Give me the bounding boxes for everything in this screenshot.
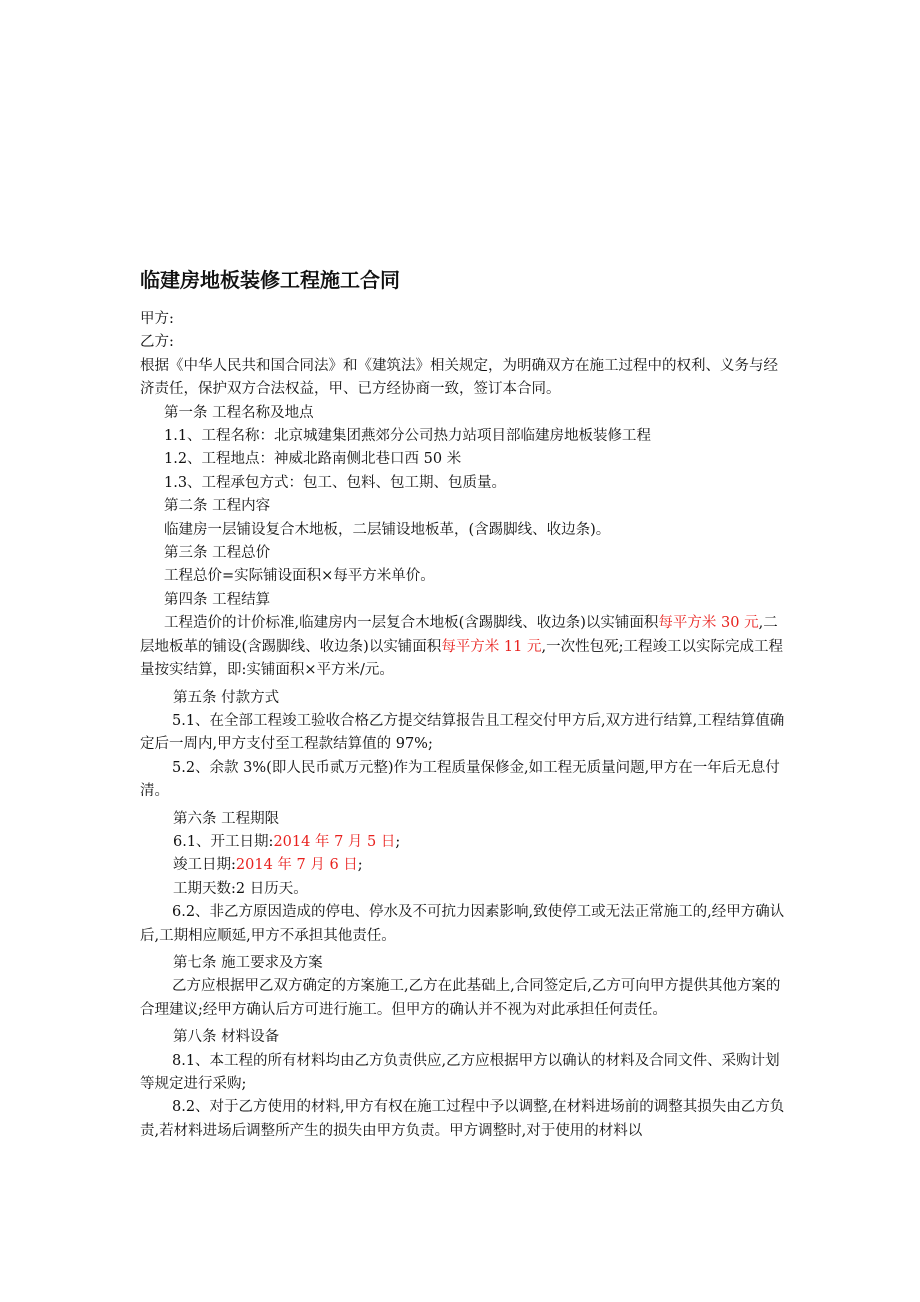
article-2-text: 临建房一层铺设复合木地板，二层铺设地板革，(含踢脚线、收边条)。 <box>164 521 611 538</box>
article-3-text: 工程总价=实际铺设面积×每平方米单价。 <box>164 568 435 585</box>
article-8-item-2: 8.2、对于乙方使用的材料,甲方有权在施工过程中予以调整,在材料进场前的调整其损失由乙方负责,若材料进场后调整所产生的损失由甲方负责。甲方调整时,对于使用的材料以 <box>140 1099 785 1139</box>
end-date-line <box>140 854 788 877</box>
article-3-heading: 第三条 工程总价 <box>164 545 271 562</box>
article-2-heading: 第二条 工程内容 <box>164 498 271 515</box>
article-8-item-1: 8.1、本工程的所有材料均由乙方负责供应,乙方应根据甲方以确认的材料及合同文件、采购计划等规定进行采购; <box>140 1052 780 1092</box>
document-title: 临建房地板装修工程施工合同 <box>140 268 400 292</box>
article-4-text-b: ,二层地板革的铺设(含踢脚线、收边条)以实铺面积 <box>140 615 778 655</box>
end-date-label: 竣工日期: <box>173 857 236 874</box>
price-floor-1: 每平方米 30 元 <box>658 615 759 632</box>
end-date-semicolon: ; <box>357 857 363 874</box>
article-7-heading: 第七条 施工要求及方案 <box>173 954 323 971</box>
article-4-text <box>140 612 788 682</box>
article-6-item-2: 6.2、非乙方原因造成的停电、停水及不可抗力因素影响,致使停工或无法正常施工的,经甲方确认后,工期相应顺延,甲方不承担其他责任。 <box>140 904 785 944</box>
article-1-item-3: 1.3、工程承包方式：包工、包料、包工期、包质量。 <box>164 474 507 491</box>
article-4-text-a: 工程造价的计价标准,临建房内一层复合木地板(含踢脚线、收边条)以实铺面积 <box>164 615 659 632</box>
party-b-line: 乙方: <box>140 334 174 351</box>
duration-days: 工期天数:2 日历天。 <box>173 880 308 897</box>
price-floor-2: 每平方米 11 元 <box>441 638 542 655</box>
article-7-text: 乙方应根据甲乙双方确定的方案施工,乙方在此基础上,合同签定后,乙方可向甲方提供其他方案的合理建议;经甲方确认后方可进行施工。但甲方的确认并不视为对此承担任何责任。 <box>140 978 781 1018</box>
article-1-item-2: 1.2、工程地点：神威北路南侧北巷口西 50 米 <box>164 451 462 468</box>
article-5-heading: 第五条 付款方式 <box>173 689 280 706</box>
article-4-heading: 第四条 工程结算 <box>164 591 271 608</box>
article-1-item-1: 1.1、工程名称：北京城建集团燕郊分公司热力站项目部临建房地板装修工程 <box>164 428 652 445</box>
contract-body <box>140 308 788 1143</box>
article-6-heading: 第六条 工程期限 <box>173 810 280 827</box>
intro-paragraph: 根据《中华人民共和国合同法》和《建筑法》相关规定，为明确双方在施工过程中的权利、义务与经济责任，保护双方合法权益，甲、已方经协商一致，签订本合同。 <box>140 357 778 398</box>
start-date: 2014 年 7 月 5 日 <box>273 833 396 850</box>
start-date-semicolon: ; <box>395 833 401 850</box>
party-a-line: 甲方: <box>140 311 174 327</box>
article-1-heading: 第一条 工程名称及地点 <box>164 404 314 421</box>
article-5-item-2: 5.2、余款 3%(即人民币贰万元整)作为工程质量保修金,如工程无质量问题,甲方在一年后无息付清。 <box>140 759 780 800</box>
start-date-label: 6.1、开工日期: <box>173 833 274 850</box>
article-4-text-c: ,一次性包死;工程竣工以实际完成工程量按实结算，即:实铺面积×平方米/元。 <box>140 638 783 679</box>
article-5-item-1: 5.1、在全部工程竣工验收合格乙方提交结算报告且工程交付甲方后,双方进行结算,工程结算值确定后一周内,甲方支付至工程款结算值的 97%; <box>140 712 785 753</box>
article-8-heading: 第八条 材料设备 <box>173 1029 280 1046</box>
start-date-line <box>140 831 788 854</box>
end-date: 2014 年 7 月 6 日 <box>235 857 358 874</box>
